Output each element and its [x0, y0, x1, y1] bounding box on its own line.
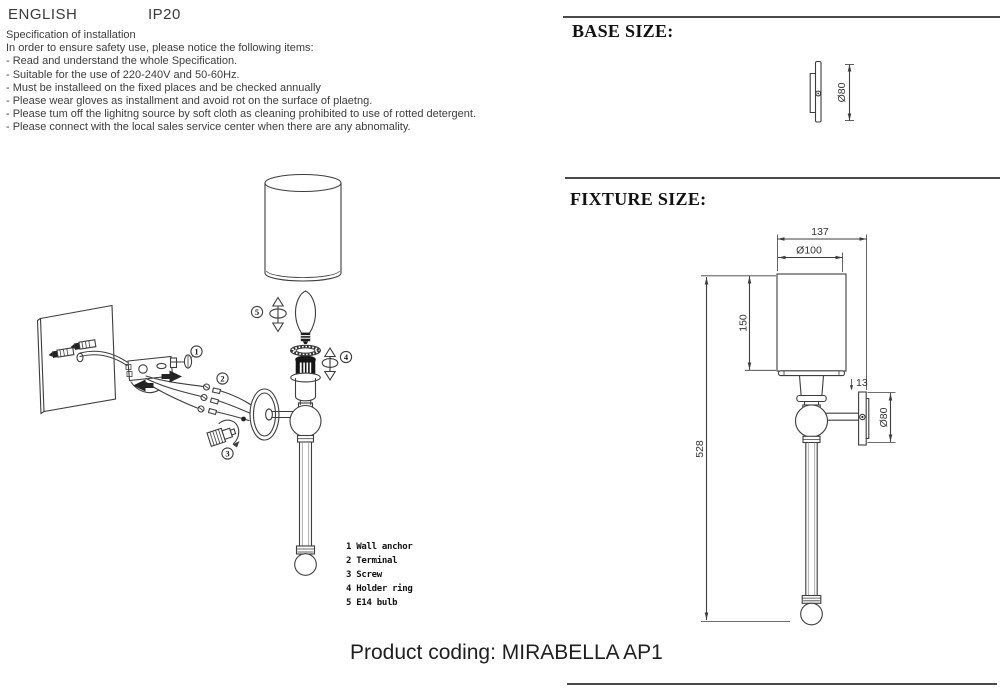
base-size-drawing: [810, 62, 854, 123]
parts-list-item: 1 Wall anchor: [346, 542, 413, 552]
spec-item: - Must be installeed on the fixed places and be checked annually: [6, 81, 321, 94]
dimension-label: Ø80: [878, 407, 890, 428]
callout-4: [340, 351, 351, 362]
dimension-overall-width: [778, 226, 867, 241]
stem-finial: [295, 554, 317, 576]
spec-intro: In order to ensure safety use, please notice the following items:: [6, 42, 314, 55]
spec-item: - Please tum off the lighitng source by soft cloth as cleaning prohibited to use of rotted detergent.: [6, 108, 477, 121]
wall-plate: [41, 306, 116, 412]
e14-bulb: [296, 291, 316, 344]
dimension-shade-diameter: [779, 245, 843, 260]
dimension-total-height: [694, 278, 708, 620]
spec-title: Specification of installation: [6, 29, 136, 41]
callout-number: 1: [194, 346, 199, 357]
rotate-install-icon: [270, 298, 286, 332]
mounting-dot: [241, 417, 246, 422]
dimension-plate-diameter: [878, 394, 892, 442]
callout-2: [217, 373, 228, 384]
spec-item: - Read and understand the whole Specification.: [6, 55, 238, 68]
lamp-shade: [265, 175, 341, 282]
dimension-shade-height: [738, 277, 752, 370]
dimension-label: 137: [811, 226, 829, 238]
language-label: ENGLISH: [8, 6, 78, 23]
parts-list-item: 2 Terminal: [346, 556, 398, 566]
wire-connector: [213, 388, 221, 394]
dimension-label: Ø80: [836, 82, 848, 103]
dimension-label: 13: [856, 377, 868, 389]
parts-list-item: 5 E14 bulb: [346, 598, 398, 608]
ball-joint: [290, 406, 321, 437]
product-coding: Product coding: MIRABELLA AP1: [350, 641, 663, 664]
holder-ring: [291, 345, 321, 355]
dimension-plate-thickness: [850, 377, 868, 391]
wire: [219, 401, 251, 414]
parts-list-item: 4 Holder ring: [346, 584, 413, 594]
wire-connector: [209, 409, 217, 415]
parts-list-item: 3 Screw: [346, 570, 382, 580]
callout-number: 3: [225, 448, 230, 459]
terminal-screws: [198, 384, 210, 412]
exploded-view-diagram: [38, 175, 352, 576]
rotate-install-icon: [322, 348, 338, 380]
dimension-label: Ø100: [796, 244, 822, 257]
ip-rating-label: IP20: [148, 6, 181, 23]
dimension-base-diameter: [836, 65, 854, 121]
wire-connector: [211, 398, 219, 404]
callout-number: 4: [343, 352, 349, 363]
backplate: [250, 389, 279, 440]
shade-side-view: [777, 274, 846, 371]
spec-item: - Please wear gloves as installment and avoid rot on the surface of plaetng.: [6, 95, 373, 108]
fixture-size-drawing: [694, 226, 896, 625]
stem-finial-side-view: [801, 603, 823, 625]
ball-joint-side-view: [796, 405, 828, 437]
dimension-label: 150: [737, 314, 750, 332]
callout-number: 2: [220, 373, 225, 384]
spec-item: - Suitable for the use of 220-240V and 50-60Hz.: [6, 68, 240, 81]
dimension-label: 528: [694, 440, 706, 458]
fixture-size-heading: FIXTURE SIZE:: [570, 189, 707, 209]
callout-5: [251, 306, 262, 317]
callout-number: 5: [254, 307, 260, 318]
spec-item: - Please connect with the local sales service center when there are any abnomality.: [6, 121, 411, 134]
callout-3: [222, 448, 233, 459]
screw-part: [207, 425, 237, 447]
callout-1: [191, 346, 202, 357]
base-size-heading: BASE SIZE:: [572, 21, 674, 41]
